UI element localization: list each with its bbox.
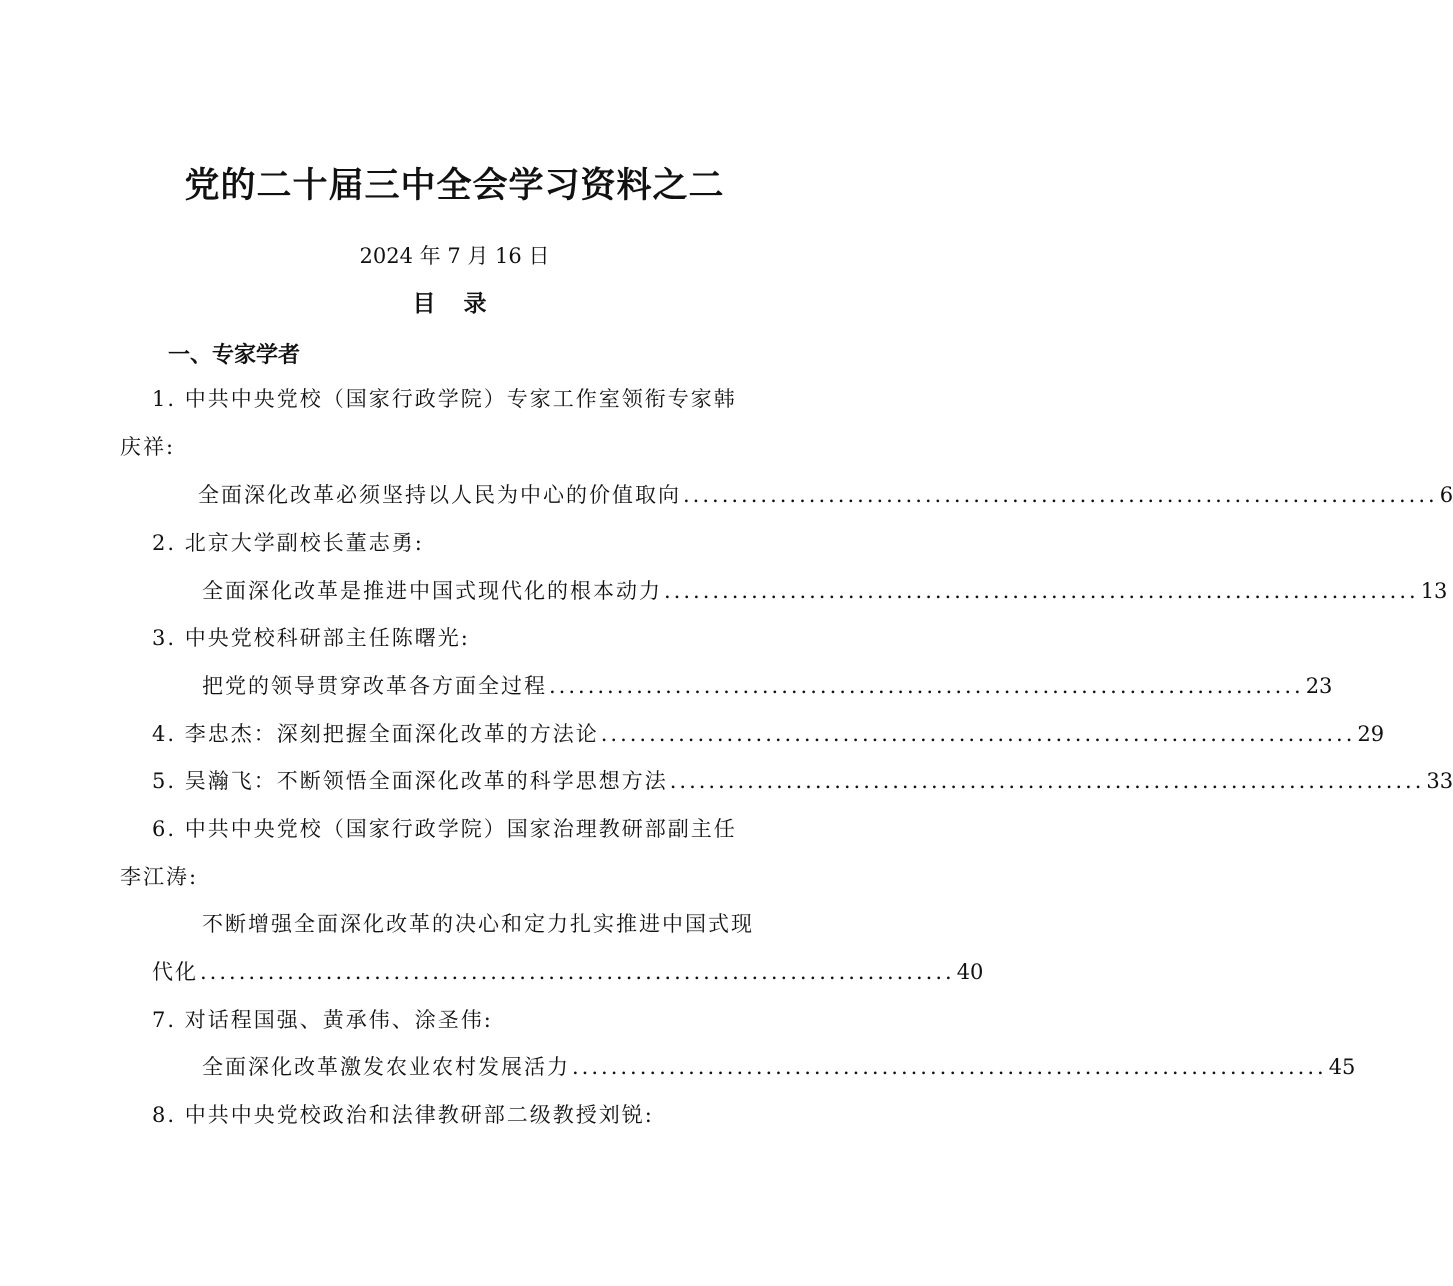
section-heading: 一、专家学者 — [168, 343, 301, 368]
leader-dots: .............................................................................. — [669, 769, 1425, 793]
toc-entry-5-page: 33 — [1426, 769, 1453, 793]
leader-dots: .............................................................................. — [600, 722, 1356, 746]
toc-entry-2[interactable] — [202, 575, 1448, 605]
toc-entry-4-page: 29 — [1357, 722, 1385, 746]
leader-dots: .............................................................................. — [200, 960, 955, 984]
toc-entry-1-page: 6 — [1439, 483, 1453, 507]
toc-entry-5[interactable] — [152, 765, 1453, 795]
toc-entry-2-page: 13 — [1420, 579, 1448, 603]
document-date: 2024 年 7 月 16 日 — [359, 244, 550, 268]
leader-dots: .............................................................................. — [572, 1055, 1327, 1079]
toc-entry-3[interactable] — [202, 670, 1333, 700]
toc-entry-1-title: 全面深化改革必须坚持以人民为中心的价值取向 — [198, 483, 681, 507]
toc-item-8-heading: 8. 中共中央党校政治和法律教研部二级教授刘锐: — [152, 1103, 654, 1127]
toc-entry-7[interactable] — [202, 1051, 1356, 1081]
toc-entry-4-title: 4. 李忠杰：深刻把握全面深化改革的方法论 — [152, 722, 599, 746]
leader-dots: .............................................................................. — [683, 483, 1438, 507]
toc-entry-6-title-line1: 不断增强全面深化改革的决心和定力扎实推进中国式现 — [202, 912, 754, 936]
toc-entry-4[interactable] — [152, 718, 1385, 748]
toc-entry-2-title: 全面深化改革是推进中国式现代化的根本动力 — [202, 579, 662, 603]
leader-dots: .............................................................................. — [549, 674, 1304, 698]
toc-entry-3-title: 把党的领导贯穿改革各方面全过程 — [202, 674, 547, 698]
toc-entry-5-title: 5. 吴瀚飞：不断领悟全面深化改革的科学思想方法 — [152, 769, 668, 793]
leader-dots: .............................................................................. — [664, 579, 1419, 603]
toc-item-3-heading: 3. 中央党校科研部主任陈曙光: — [152, 626, 470, 650]
document-title: 党的二十届三中全会学习资料之二 — [184, 165, 725, 206]
toc-entry-6[interactable] — [152, 956, 984, 986]
toc-item-6-heading: 6. 中共中央党校（国家行政学院）国家治理教研部副主任 — [152, 817, 737, 841]
toc-item-1-heading-cont: 庆祥: — [120, 435, 176, 459]
toc-entry-3-page: 23 — [1305, 674, 1333, 698]
toc-item-1-heading: 1. 中共中央党校（国家行政学院）专家工作室领衔专家韩 — [152, 387, 737, 411]
toc-entry-7-page: 45 — [1328, 1055, 1356, 1079]
toc-entry-1[interactable] — [198, 479, 1453, 509]
toc-entry-7-title: 全面深化改革激发农业农村发展活力 — [202, 1055, 570, 1079]
toc-entry-6-page: 40 — [956, 960, 984, 984]
toc-item-6-heading-cont: 李江涛: — [120, 865, 199, 889]
toc-item-2-heading: 2. 北京大学副校长董志勇: — [152, 531, 424, 555]
toc-entry-6-title: 代化 — [152, 960, 198, 984]
toc-item-7-heading: 7. 对话程国强、黄承伟、涂圣伟: — [152, 1008, 493, 1032]
toc-heading: 目 录 — [412, 291, 497, 317]
